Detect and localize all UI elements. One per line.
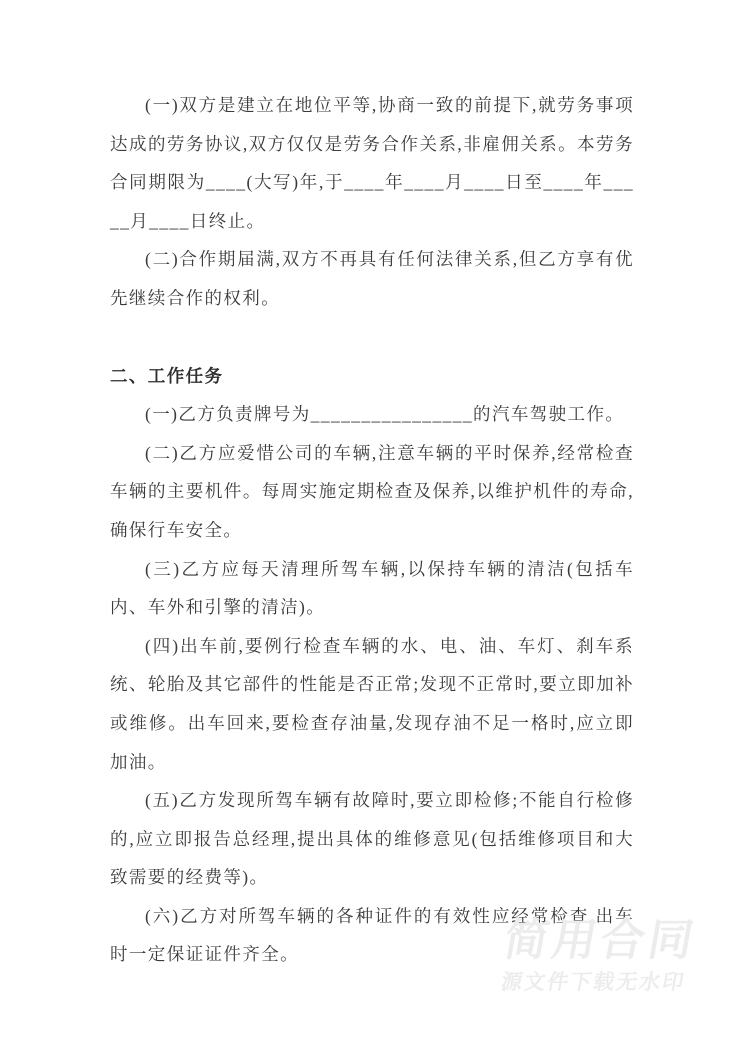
watermark — [495, 916, 702, 994]
contract-paragraph: (四)出车前,要例行检查车辆的水、电、油、车灯、刹车系统、轮胎及其它部件的性能是否正常;发现不正常时,要立即加补或维修。出车回来,要检查存油量,发现存油不足一格时,应立即加油。 — [110, 635, 634, 772]
contract-paragraph: (一)乙方负责牌号为________________的汽车驾驶工作。 — [145, 404, 625, 425]
contract-paragraph: (六)乙方对所驾车辆的各种证件的有效性应经常检查,出车时一定保证证件齐全。 — [110, 905, 634, 965]
contract-paragraph: (二)乙方应爱惜公司的车辆,注意车辆的平时保养,经常检查车辆的主要机件。每周实施定期检查及保养,以维护机件的寿命,确保行车安全。 — [110, 442, 634, 540]
watermark-brand-text: 简用合同 — [500, 916, 702, 965]
contract-paragraph: (五)乙方发现所驾车辆有故障时,要立即检修;不能自行检修的,应立即报告总经理,提出具体的维修意见(包括维修项目和大致需要的经费等)。 — [110, 790, 634, 888]
watermark-tagline-text: 源文件下载无水印 — [499, 971, 688, 994]
contract-paragraph: (三)乙方应每天清理所驾车辆,以保持车辆的清洁(包括车内、车外和引擎的清洁)。 — [110, 558, 634, 618]
section-heading-work-tasks: 二、工作任务 — [110, 365, 224, 386]
document-body — [110, 86, 634, 974]
contract-paragraph: (二)合作期届满,双方不再具有任何法律关系,但乙方享有优先继续合作的权利。 — [110, 249, 634, 308]
contract-paragraph: (一)双方是建立在地位平等,协商一致的前提下,就劳务事项达成的劳务协议,双方仅仅是劳务合作关系,非雇佣关系。本劳务合同期限为____(大写)年,于____年____月____日至____年_____月____日终止。 — [110, 95, 634, 231]
